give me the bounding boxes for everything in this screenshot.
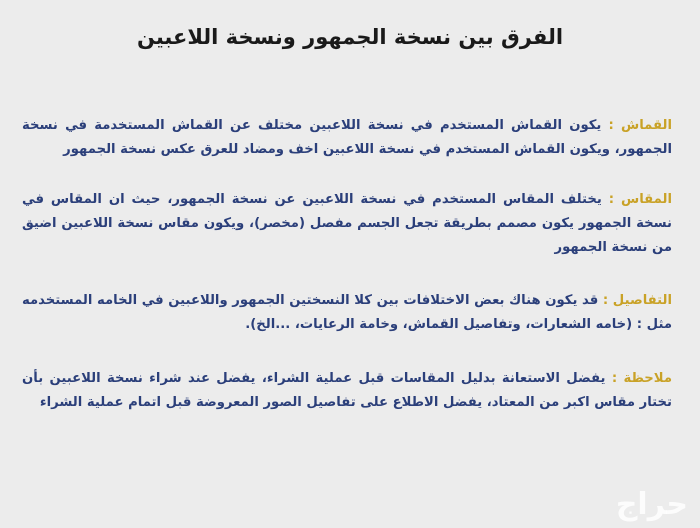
section-label: ملاحظة <box>623 371 672 386</box>
section-label: التفاصيل <box>612 293 672 308</box>
section-label: القماش <box>621 118 672 133</box>
label-separator: : <box>605 371 624 386</box>
section-label: المقاس <box>621 192 672 207</box>
section-note <box>22 367 672 415</box>
section-text: يفضل الاستعانة بدليل المقاسات قبل عملية الشراء، يفضل عند شراء نسخة اللاعبين بأن تختار مقاس اكبر من المعتاد، يفضل الاطلاع على تفاصيل الصور المعروضة قبل اتمام عملية الشراء <box>22 371 672 410</box>
section-details <box>22 289 672 337</box>
watermark-logo: حراج <box>615 487 688 522</box>
page-title: الفرق بين نسخة الجمهور ونسخة اللاعبين <box>136 25 564 49</box>
section-text: يكون القماش المستخدم في نسخة اللاعبين مختلف عن القماش المستخدمة في نسخة الجمهور، ويكون القماش المستخدم في نسخة اللاعبين اخف ومضاد للعرق عكس نسخة الجمهور <box>22 118 672 157</box>
label-separator: : <box>598 293 613 308</box>
section-fabric <box>22 114 672 162</box>
section-text: قد يكون هناك بعض الاختلافات بين كلا النسختين الجمهور واللاعبين في الخامه المستخدمه مثل : (خامه الشعارات، وتفاصيل القماش، وخامة الرعايات، ...الخ). <box>22 293 672 332</box>
label-separator: : <box>601 192 622 207</box>
label-separator: : <box>601 118 622 133</box>
section-size <box>22 188 672 260</box>
section-text: يختلف المقاس المستخدم في نسخة اللاعبين عن نسخة الجمهور، حيث ان المقاس في نسخة الجمهور يكون مصمم بطريقة تجعل الجسم مفصل (مخصر)، ويكون مقاس نسخة اللاعبين اضيق من نسخة الجمهور <box>22 192 672 255</box>
